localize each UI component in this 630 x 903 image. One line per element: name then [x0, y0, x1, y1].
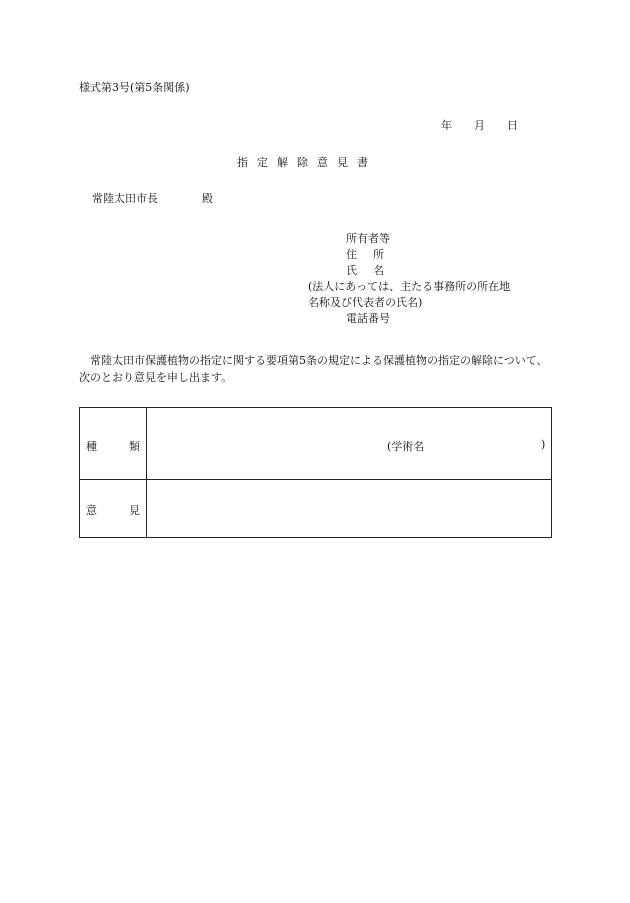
name-label: 氏名 — [346, 264, 400, 277]
column-divider — [146, 479, 147, 538]
table-row-kind — [80, 408, 551, 480]
addressee-honorific: 殿 — [202, 192, 213, 205]
phone-label: 電話番号 — [346, 312, 390, 325]
addressee — [92, 193, 213, 204]
form-number-label: 様式第3号(第5条関係) — [79, 81, 190, 94]
table-row-opinion — [80, 479, 551, 538]
form-table — [79, 407, 552, 538]
corporate-note-line1: (法人にあっては、主たる事務所の所在地 — [308, 280, 511, 293]
kind-label-char1: 種 — [86, 440, 97, 453]
date-month-label: 月 — [474, 119, 485, 132]
owner-label: 所有者等 — [346, 232, 390, 245]
scientific-name-label: (学術名 — [387, 440, 425, 453]
corporate-note-line2: 名称及び代表者の氏名) — [308, 296, 423, 309]
scientific-name-close: ) — [541, 438, 546, 451]
column-divider — [146, 408, 147, 479]
date-year-label: 年 — [441, 119, 452, 132]
applicant-block — [308, 231, 510, 327]
kind-label-char2: 類 — [129, 440, 140, 453]
document-title: 指定解除意見書 — [237, 156, 377, 169]
opinion-label-char2: 見 — [129, 504, 140, 517]
body-paragraph: 常陸太田市保護植物の指定に関する要項第5条の規定による保護植物の指定の解除について、次のとおり意見を申し出ます。 — [79, 354, 548, 384]
kind-label — [86, 438, 140, 454]
date-day-label: 日 — [507, 119, 518, 132]
opinion-label — [86, 502, 140, 518]
address-label: 住所 — [346, 248, 400, 261]
date-line — [441, 120, 518, 131]
addressee-name: 常陸太田市長 — [92, 192, 158, 205]
opinion-label-char1: 意 — [86, 504, 97, 517]
